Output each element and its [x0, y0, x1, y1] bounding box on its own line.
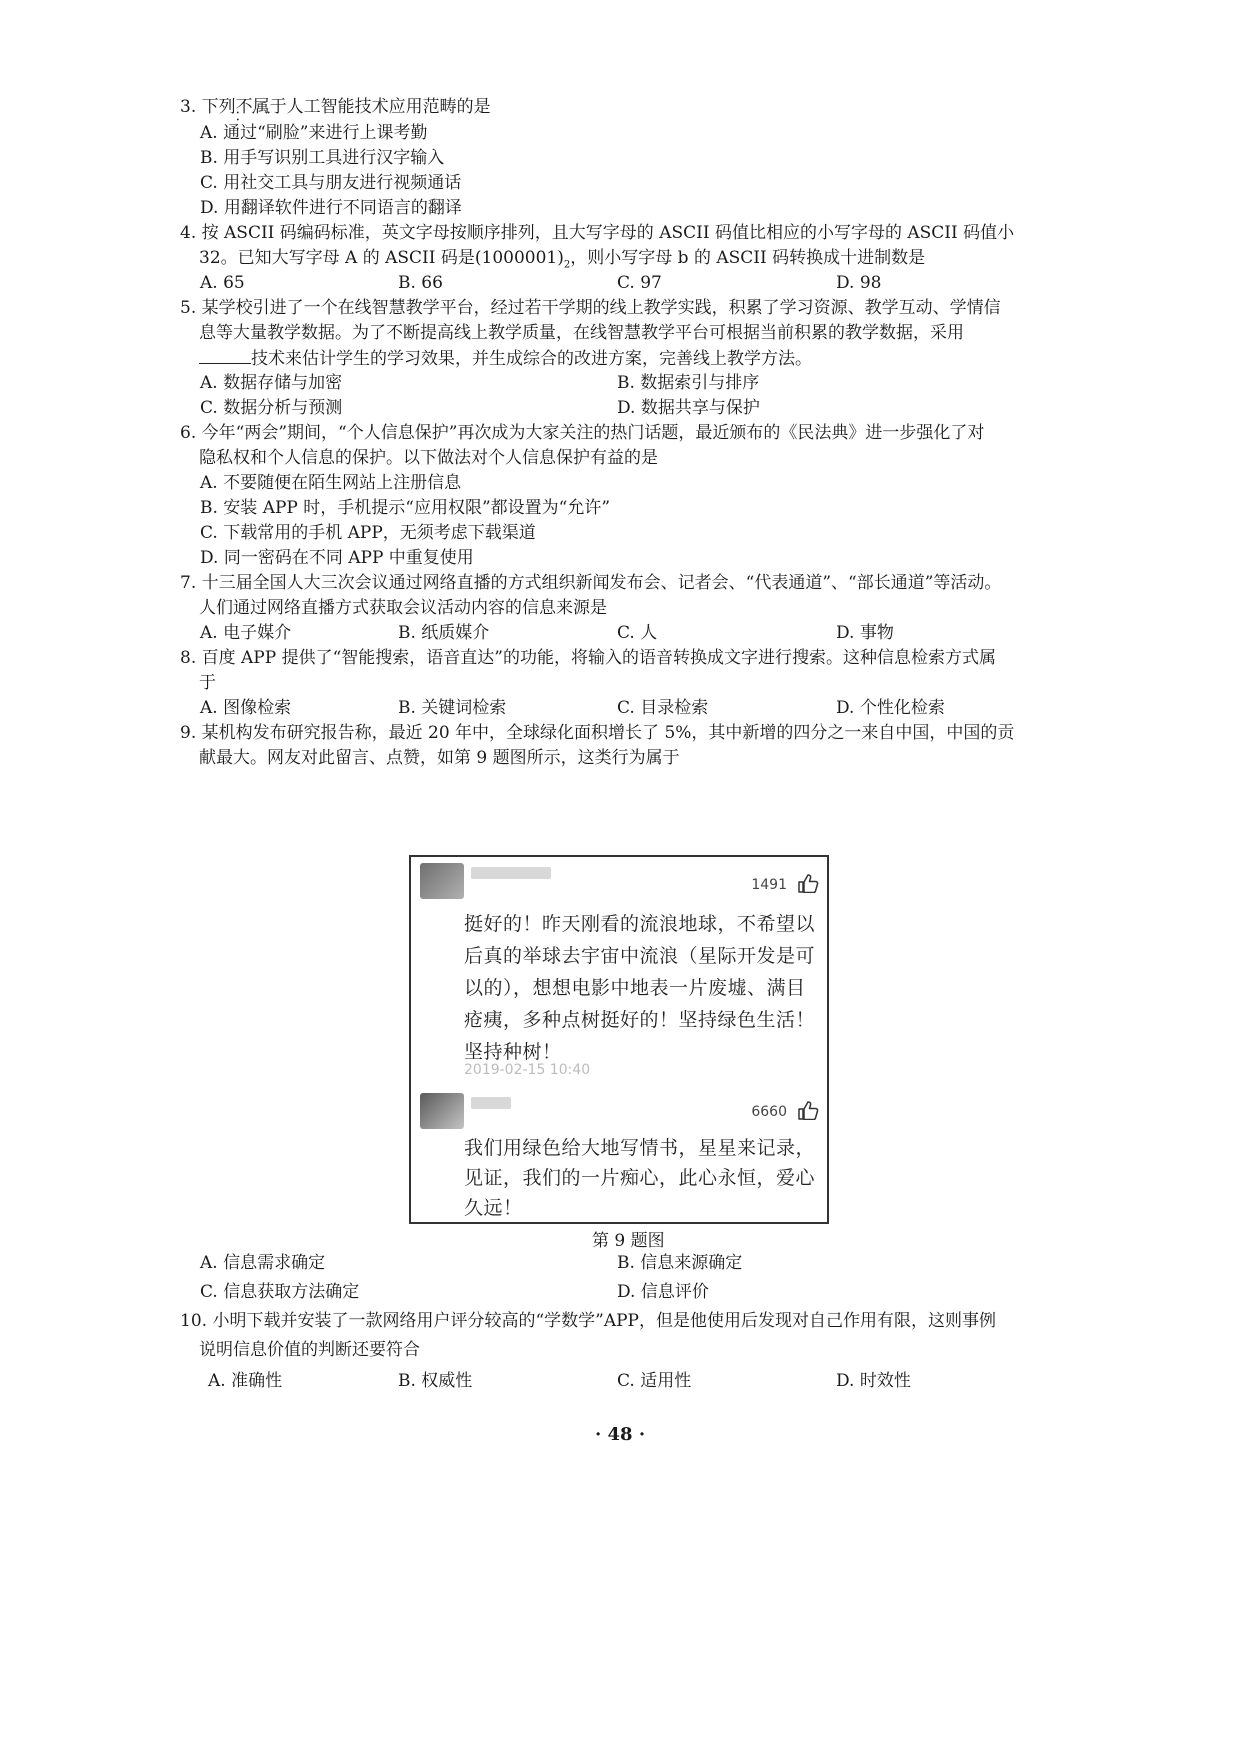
q4-option-a: A. 65 [200, 273, 245, 293]
q6-option-c: C. 下载常用的手机 APP，无须考虑下载渠道 [200, 523, 536, 543]
q8-stem-line1: 8. 百度 APP 提供了“智能搜索，语音直达”的功能，将输入的语音转换成文字进行搜索。这种信息检索方式属 [180, 648, 996, 668]
q8-option-c: C. 目录检索 [617, 698, 709, 718]
emphasis-dots [235, 96, 285, 118]
q5-option-c: C. 数据分析与预测 [200, 398, 343, 418]
q8-option-a: A. 图像检索 [200, 698, 292, 718]
q10-option-c: C. 适用性 [617, 1371, 692, 1391]
q4-option-c: C. 97 [617, 273, 662, 293]
comment1-line1: 挺好的！昨天刚看的流浪地球，不希望以 [464, 913, 816, 935]
q9-stem-line1: 9. 某机构发布研究报告称，最近 20 年中，全球绿化面积增长了 5%，其中新增的四分之一来自中国，中国的贡 [180, 723, 1015, 743]
q5-stem-line3-text: 技术来估计学生的学习效果，并生成综合的改进方案，完善线上教学方法。 [251, 349, 812, 369]
q6-stem-line1: 6. 今年“两会”期间，“个人信息保护”再次成为大家关注的热门话题，最近颁布的《民法典》进一步强化了对 [180, 423, 985, 443]
comment2-line1: 我们用绿色给大地写情书，星星来记录， [464, 1137, 816, 1159]
q3-option-b: B. 用手写识别工具进行汉字输入 [200, 148, 445, 168]
comment2-line3: 久远！ [464, 1197, 523, 1219]
like-count: 1491 [751, 877, 787, 893]
q9-option-a: A. 信息需求确定 [200, 1253, 326, 1273]
q6-option-b: B. 安装 APP 时，手机提示“应用权限”都设置为“允许” [200, 498, 611, 518]
q10-option-a: A. 准确性 [208, 1371, 283, 1391]
q7-stem-line2: 人们通过网络直播方式获取会议活动内容的信息来源是 [199, 598, 607, 618]
q4-option-d: D. 98 [836, 273, 882, 293]
q7-option-a: A. 电子媒介 [200, 623, 292, 643]
q4-stem-part-b: ，则小写字母 b 的 ASCII 码转换成十进制数是 [570, 248, 926, 268]
q5-stem-line1: 5. 某学校引进了一个在线智慧教学平台，经过若干学期的线上教学实践，积累了学习资源、教学互动、学情信 [180, 298, 1001, 318]
q6-option-a: A. 不要随便在陌生网站上注册信息 [200, 473, 462, 493]
q4-stem-line2 [199, 247, 925, 276]
blurred-username [471, 1097, 511, 1109]
comment1-line5: 坚持种树！ [464, 1041, 562, 1063]
answer-blank [199, 347, 251, 364]
q10-stem-line2: 说明信息价值的判断还要符合 [199, 1340, 420, 1360]
q5-option-b: B. 数据索引与排序 [617, 373, 760, 393]
comment2-line2: 见证，我们的一片痴心，此心永恒，爱心 [464, 1167, 816, 1189]
q9-stem-line2: 献最大。网友对此留言、点赞，如第 9 题图所示，这类行为属于 [199, 748, 680, 768]
q9-figure-comments [409, 855, 829, 1224]
comment1-line2: 后真的举球去宇宙中流浪（星际开发是可 [464, 945, 816, 967]
q10-stem-line1: 10. 小明下载并安装了一款网络用户评分较高的“学数学”APP，但是他使用后发现对自己作用有限，这则事例 [180, 1311, 996, 1331]
q7-option-c: C. 人 [617, 623, 658, 643]
thumbs-up-icon [797, 873, 819, 893]
q3-option-d: D. 用翻译软件进行不同语言的翻译 [200, 198, 462, 218]
q8-option-d: D. 个性化检索 [836, 698, 945, 718]
q5-option-d: D. 数据共享与保护 [617, 398, 760, 418]
q9-option-b: B. 信息来源确定 [617, 1253, 743, 1273]
avatar [420, 1093, 464, 1129]
page-number: · 48 · [595, 1424, 646, 1445]
q8-stem-line2: 于 [199, 673, 216, 693]
q10-option-d: D. 时效性 [836, 1371, 911, 1391]
q7-option-b: B. 纸质媒介 [398, 623, 490, 643]
q9-option-c: C. 信息获取方法确定 [200, 1282, 360, 1302]
comment-timestamp: 2019-02-15 10:40 [464, 1062, 591, 1078]
q3-option-a: A. 通过“刷脸”来进行上课考勤 [200, 123, 428, 143]
q4-option-b: B. 66 [398, 273, 443, 293]
q6-stem-line2: 隐私权和个人信息的保护。以下做法对个人信息保护有益的是 [199, 448, 658, 468]
comment1-line4: 疮痍，多种点树挺好的！坚持绿色生活！ [464, 1009, 816, 1031]
figure-caption: 第 9 题图 [592, 1231, 665, 1251]
q5-option-a: A. 数据存储与加密 [200, 373, 343, 393]
q3-option-c: C. 用社交工具与朋友进行视频通话 [200, 173, 462, 193]
q3-stem-text: 3. 下列不属于人工智能技术应用范畴的是 [180, 97, 491, 117]
comment1-line3: 以的），想想电影中地表一片废墟、满目 [464, 977, 806, 999]
like-count: 6660 [751, 1104, 787, 1120]
blurred-username [471, 867, 551, 879]
q7-stem-line1: 7. 十三届全国人大三次会议通过网络直播的方式组织新闻发布会、记者会、“代表通道”、“部长通道”等活动。 [180, 573, 1002, 593]
q7-option-d: D. 事物 [836, 623, 894, 643]
q8-option-b: B. 关键词检索 [398, 698, 507, 718]
q4-stem-line1: 4. 按 ASCII 码编码标准，英文字母按顺序排列，且大写字母的 ASCII 码值比相应的小写字母的 ASCII 码值小 [180, 223, 1015, 243]
q3-stem [180, 96, 491, 118]
avatar [420, 863, 464, 899]
q9-option-d: D. 信息评价 [617, 1282, 709, 1302]
q5-stem-line3 [199, 347, 812, 370]
thumbs-up-icon [797, 1100, 819, 1120]
q10-option-b: B. 权威性 [398, 1371, 473, 1391]
q4-stem-part-a: 32。已知大写字母 A 的 ASCII 码是(1000001) [199, 248, 564, 268]
q5-stem-line2: 息等大量教学数据。为了不断提高线上教学质量，在线智慧教学平台可根据当前积累的教学数据，采用 [199, 323, 964, 343]
q4-base-subscript: 2 [563, 259, 571, 271]
q6-option-d: D. 同一密码在不同 APP 中重复使用 [200, 548, 474, 568]
